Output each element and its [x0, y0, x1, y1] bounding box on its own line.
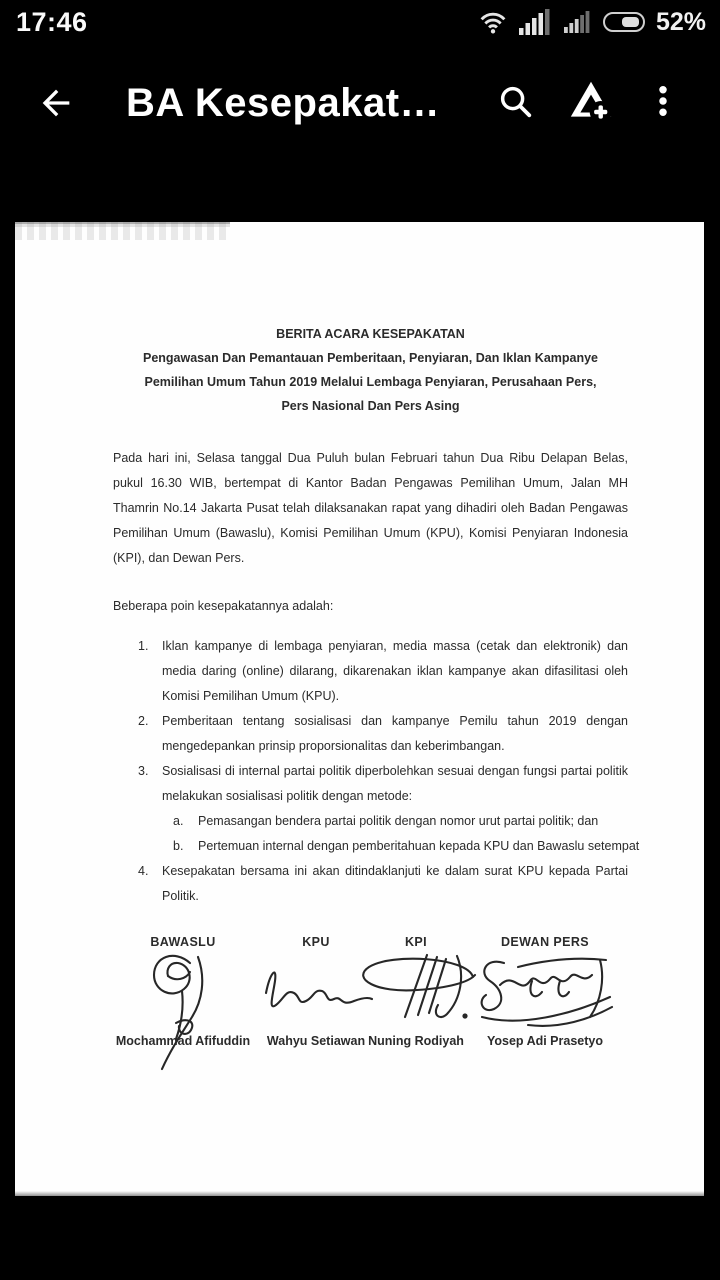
list-item: 3. Sosialisasi di internal partai politik diperbolehkan sesuai dengan fungsi partai politik melakukan sosialisasi politik dengan metode:	[138, 764, 628, 803]
battery-icon	[603, 12, 645, 32]
back-arrow-icon[interactable]	[36, 83, 76, 123]
org-label: KPU	[302, 935, 330, 949]
signer-name: Mochammad Afifuddin	[115, 1034, 251, 1048]
list-item: 1. Iklan kampanye di lembaga penyiaran, media massa (cetak dan elektronik) dan media daring (online) dilarang, dikarenakan iklan kampanye akan difasilitasi oleh Komisi Pemilihan Umum (KPU).	[138, 639, 628, 703]
status-icons	[478, 8, 706, 37]
agreement-list	[113, 634, 640, 909]
org-label: DEWAN PERS	[500, 935, 590, 949]
signer-name: Wahyu Setiawan	[266, 1034, 366, 1048]
battery-percent: 52%	[655, 7, 706, 36]
opening-paragraph: Pada hari ini, Selasa tanggal Dua Puluh bulan Februari tahun Dua Ribu Delapan Belas, pukul 16.30 WIB, bertempat di Kantor Badan Pengawas Pemilihan Umum, Jalan MH Thamrin No.14 Jakarta Pusat telah dilaksanakan rapat yang dihadiri oleh Badan Pengawas Pemilihan Umum (Bawaslu), Komisi Pemilihan Umum (KPU), Komisi Penyiaran Indonesia (KPI), dan Dewan Pers.	[113, 451, 628, 565]
list-item: 2. Pemberitaan tentang sosialisasi dan kampanye Pemilu tahun 2019 dengan mengedepankan prinsip proporsionalitas dan keberimbangan.	[138, 714, 628, 753]
list-item: 4. Kesepakatan bersama ini akan ditindaklanjuti ke dalam surat KPU kepada Partai Politik.	[138, 864, 628, 903]
add-to-drive-icon[interactable]	[567, 79, 615, 128]
heading-line: Pengawasan Dan Pemantauan Pemberitaan, Penyiaran, Dan Iklan Kampanye	[142, 351, 599, 365]
signature-block	[113, 933, 628, 1051]
status-bar	[0, 0, 720, 44]
signal-icon-sim1	[519, 9, 553, 35]
sub-list-item: a. Pemasangan bendera partai politik dengan nomor urut partai politik; dan	[173, 814, 599, 828]
app-bar	[0, 44, 720, 162]
org-label: BAWASLU	[150, 935, 216, 949]
signer-name: Nuning Rodiyah	[368, 1034, 464, 1048]
heading-line: Pemilihan Umum Tahun 2019 Melalui Lembaga Penyiaran, Perusahaan Pers,	[144, 375, 597, 389]
org-label: KPI	[404, 935, 428, 949]
list-intro-paragraph: Beberapa poin kesepakatannya adalah:	[113, 599, 334, 613]
signal-icon-sim2	[564, 11, 592, 33]
signature-image	[113, 951, 253, 1031]
clock-time: 17:46	[16, 6, 88, 37]
sub-list-item: b. Pertemuan internal dengan pemberitahuan kepada KPU dan Bawaslu setempat	[173, 839, 640, 853]
document-page[interactable]	[15, 222, 704, 1196]
signature-image	[361, 951, 471, 1031]
signature-dewan-pers	[483, 933, 607, 1051]
heading-line: BERITA ACARA KESEPAKATAN	[276, 327, 465, 341]
wifi-icon	[478, 9, 508, 35]
heading-line: Pers Nasional Dan Pers Asing	[281, 399, 460, 413]
document-title-bar: BA Kesepakat…	[126, 80, 441, 125]
signer-name: Yosep Adi Prasetyo	[486, 1034, 603, 1048]
document-heading	[113, 322, 628, 418]
signature-bawaslu	[113, 933, 253, 1051]
signature-image	[483, 951, 607, 1031]
document-content	[15, 222, 704, 1051]
search-icon[interactable]	[496, 82, 534, 125]
signature-kpi	[361, 933, 471, 1051]
overflow-menu-icon[interactable]	[648, 82, 678, 125]
